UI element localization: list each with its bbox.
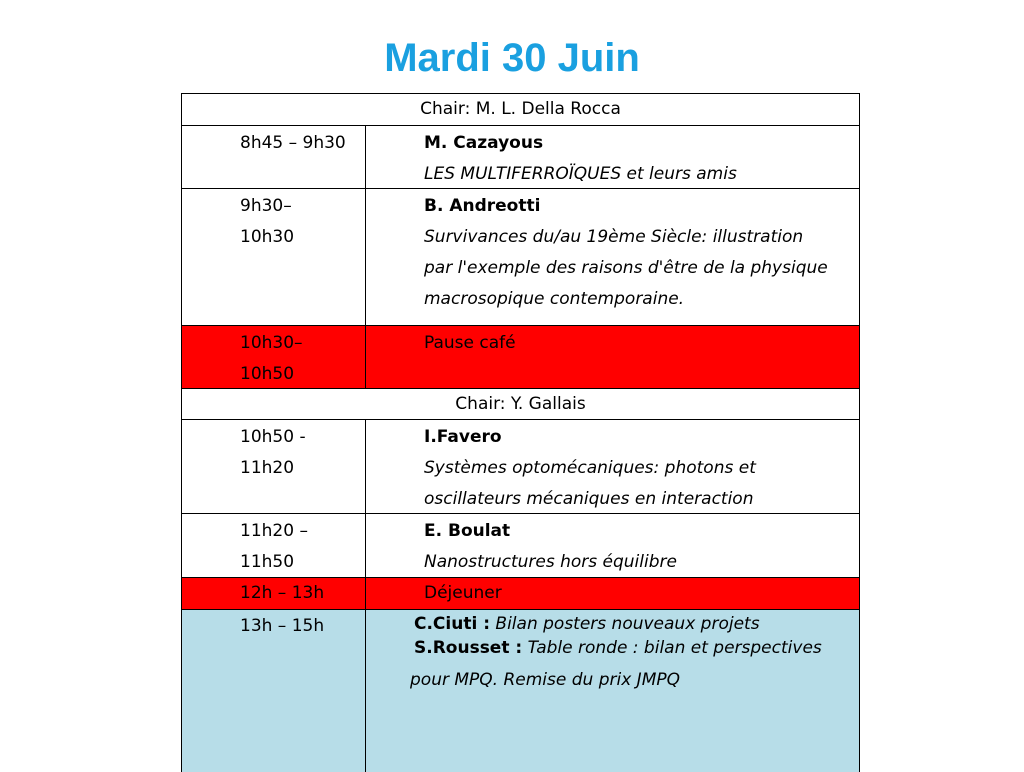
break-label: Déjeuner [424, 583, 502, 603]
time-cell [182, 578, 366, 609]
talk-title: Systèmes optomécaniques: photons et [424, 458, 756, 478]
time-text: 12h – 13h [240, 583, 325, 603]
talk-title: oscillateurs mécaniques en interaction [424, 489, 754, 509]
table-row [182, 420, 859, 514]
speaker-name: E. Boulat [424, 521, 511, 541]
session-line [414, 612, 822, 636]
break-row [182, 578, 859, 610]
time-text: 10h50 [240, 364, 295, 384]
time-cell [182, 610, 366, 772]
session-cell [366, 610, 822, 772]
session-line [410, 666, 822, 694]
time-cell [182, 326, 366, 388]
speaker-name: B. Andreotti [424, 196, 541, 216]
speaker-name: I.Favero [424, 427, 502, 447]
time-text: 9h30– [240, 196, 292, 216]
page-title: Mardi 30 Juin [384, 36, 640, 80]
talk-title: Survivances du/au 19ème Siècle: illustration [424, 227, 804, 247]
time-text: 10h30– [240, 333, 303, 353]
time-cell [182, 420, 366, 513]
talk-title: macrosopique contemporaine. [424, 289, 685, 309]
schedule-table [181, 93, 860, 772]
talk-cell [366, 189, 859, 325]
speaker-name: S.Rousset : [414, 638, 523, 658]
talk-title: par l'exemple des raisons d'être de la physique [424, 258, 828, 278]
time-cell [182, 189, 366, 325]
chair-label: Chair: M. L. Della Rocca [420, 99, 621, 119]
time-text: 11h20 – [240, 521, 308, 541]
time-text: 11h20 [240, 458, 295, 478]
talk-title: Table ronde : bilan et perspectives [522, 638, 822, 658]
break-label: Pause café [424, 333, 516, 353]
talk-cell [366, 514, 859, 577]
chair-label: Chair: Y. Gallais [455, 394, 586, 414]
talk-title: Bilan posters nouveaux projets [490, 614, 760, 634]
time-text: 11h50 [240, 552, 295, 572]
break-cell [366, 326, 859, 388]
time-text: 10h50 - [240, 427, 306, 447]
table-row [182, 189, 859, 326]
session-row [182, 610, 859, 772]
table-row [182, 126, 859, 189]
time-cell [182, 514, 366, 577]
talk-title: LES MULTIFERROÏQUES et leurs amis [424, 164, 737, 184]
chair-row [182, 94, 859, 126]
talk-title: Nanostructures hors équilibre [424, 552, 677, 572]
talk-cell [366, 420, 859, 513]
time-cell [182, 126, 366, 188]
table-row [182, 514, 859, 578]
time-text: 8h45 – 9h30 [240, 133, 346, 153]
speaker-name: M. Cazayous [424, 133, 544, 153]
break-cell [366, 578, 859, 609]
break-row [182, 326, 859, 389]
time-text: 13h – 15h [240, 616, 325, 636]
time-text: 10h30 [240, 227, 295, 247]
speaker-name: C.Ciuti : [414, 614, 491, 634]
talk-title: pour MPQ. Remise du prix JMPQ [410, 670, 680, 690]
session-line [414, 636, 822, 660]
chair-row [182, 389, 859, 420]
talk-cell [366, 126, 859, 188]
